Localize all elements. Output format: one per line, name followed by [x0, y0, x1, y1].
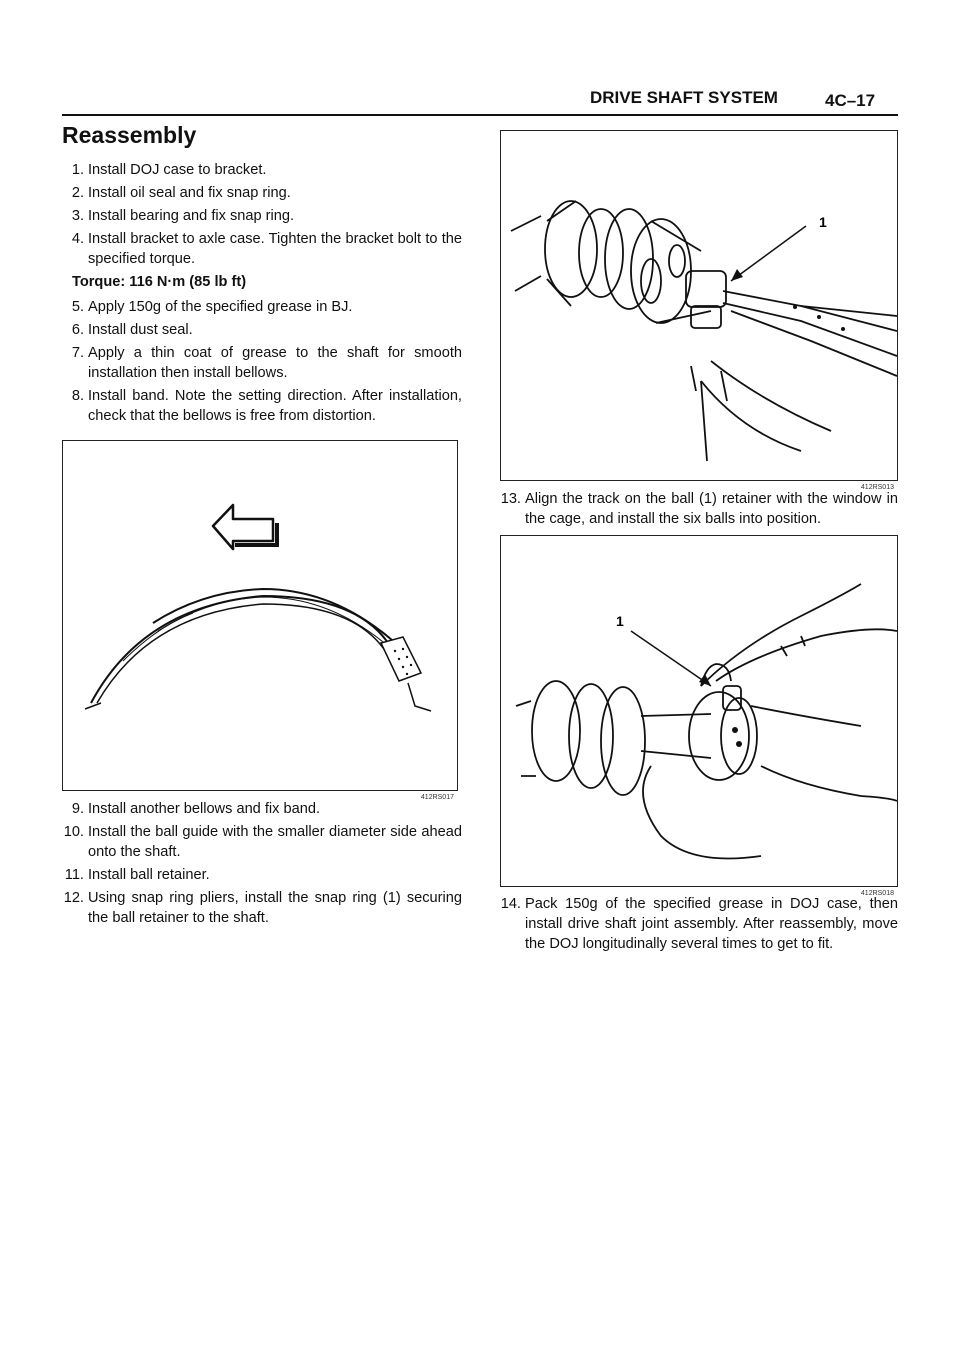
step-item: 13. Align the track on the ball (1) retainer with the window in the cage, and install the six balls into position. [500, 491, 898, 527]
figure-code: 412RS018 [860, 890, 894, 897]
step-item: 6. Install dust seal. [71, 322, 193, 338]
step-item: 11. Install ball retainer. [64, 867, 210, 883]
header-rule [62, 114, 898, 116]
step-item: 5. Apply 150g of the specified grease in BJ. [71, 299, 353, 315]
page-header-section: DRIVE SHAFT SYSTEM [590, 88, 778, 107]
figure-code: 412RS017 [420, 794, 454, 801]
step-item: 2. Install oil seal and fix snap ring. [71, 185, 291, 201]
callout-1: 1 [819, 214, 827, 230]
step-item: 14. Pack 150g of the specified grease in DOJ case, then install drive shaft joint assembly. After reassembly, move the DOJ longitudinally several times to get to fit. [500, 896, 898, 952]
torque-line: Torque: 116 N·m (85 lb ft) [72, 274, 247, 290]
step-item: 4. Install bracket to axle case. Tighten the bracket bolt to the specified torque. [71, 231, 462, 267]
ball-installation-illustration [500, 535, 898, 897]
steps-list-1 [62, 160, 462, 429]
steps-list-3 [488, 489, 898, 532]
section-title: Reassembly [62, 122, 197, 148]
figure-code: 412RS013 [860, 484, 894, 491]
page-number: 4C–17 [825, 91, 876, 110]
step-item: 3. Install bearing and fix snap ring. [71, 208, 295, 224]
steps-list-2 [62, 799, 462, 931]
step-item: 9. Install another bellows and fix band. [71, 801, 321, 817]
step-item: 12. Using snap ring pliers, install the snap ring (1) securing the ball retainer to the shaft. [63, 890, 462, 926]
step-item: 10. Install the ball guide with the smaller diameter side ahead onto the shaft. [63, 824, 462, 860]
band-illustration [62, 440, 458, 801]
step-item: 8. Install band. Note the setting direction. After installation, check that the bellows is free from distortion. [71, 388, 462, 424]
step-item: 1. Install DOJ case to bracket. [71, 162, 267, 178]
snap-ring-illustration [500, 130, 898, 491]
steps-list-4 [488, 894, 898, 957]
step-item: 7. Apply a thin coat of grease to the shaft for smooth installation then install bellows. [71, 345, 462, 381]
callout-1: 1 [616, 613, 624, 629]
